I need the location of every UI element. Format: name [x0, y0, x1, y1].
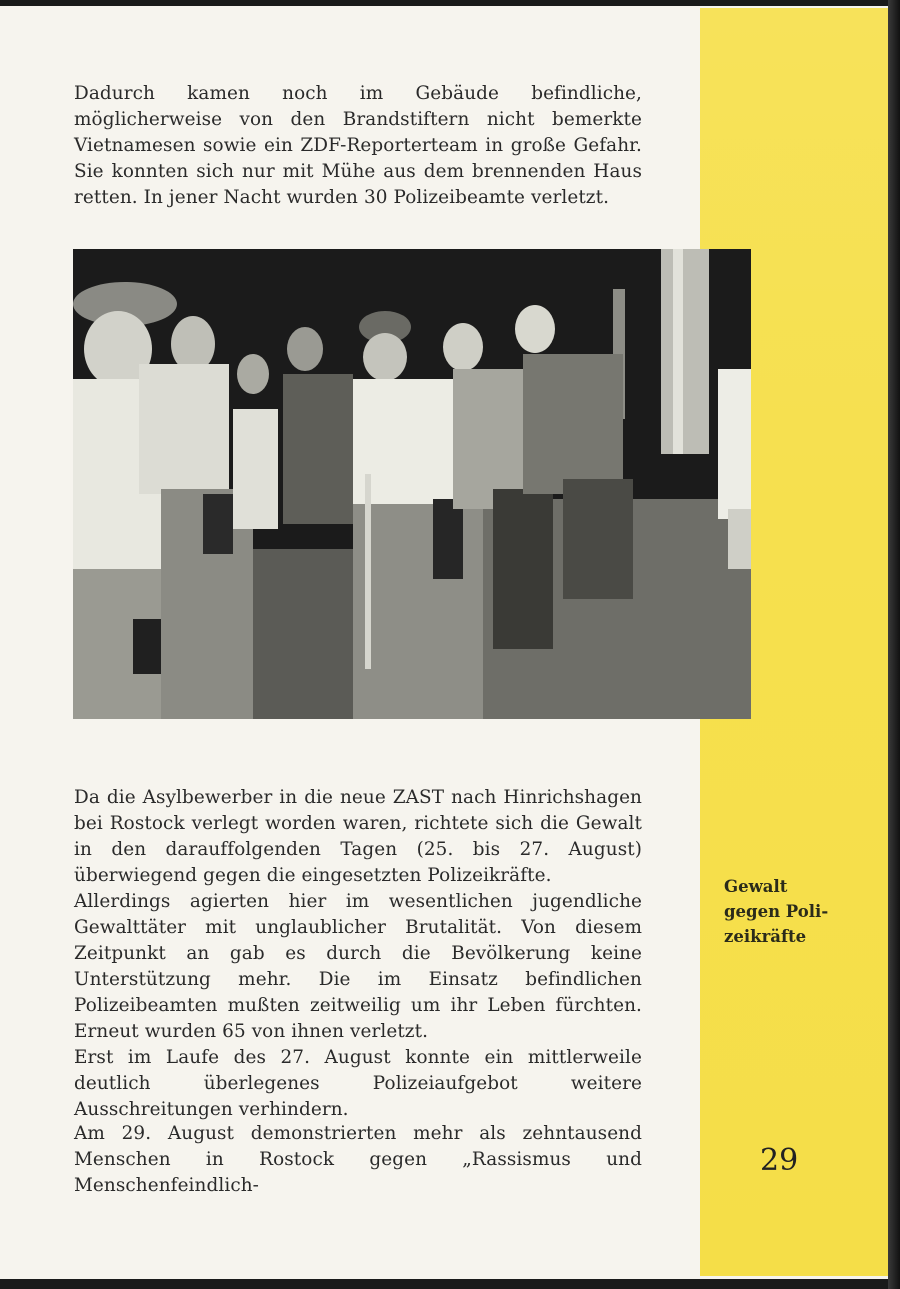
page-edge-shadow: [888, 0, 900, 1289]
margin-heading-line-1: Gewalt: [724, 877, 788, 896]
page-number: 29: [760, 1143, 799, 1178]
paragraph-2a-text: Da die Asylbewerber in die neue ZAST nach Hinrichshagen bei Rostock verlegt worden waren, richtete sich die Gewalt in den darauffolgenden Tagen (25. bis 27. August) überwiegend gegen die eingesetzten Polizeikräfte.: [74, 787, 642, 886]
photo-illustration: [73, 249, 751, 719]
paragraph-1: [74, 81, 642, 211]
paragraph-1-text: Dadurch kamen noch im Gebäude befindliche, möglicherweise von den Brandstiftern nicht bemerkte Vietnamesen sowie ein ZDF-Reporterteam in große Gefahr. Sie konnten sich nur mit Mühe aus dem brennenden Haus retten. In jener Nacht wurden 30 Polizeibeamte verletzt.: [74, 83, 642, 208]
paragraph-3: [74, 1121, 642, 1199]
paragraph-3-text: Am 29. August demonstrierten mehr als zehntausend Menschen in Rostock gegen „Rassismus und Menschenfeindlich-: [74, 1123, 642, 1196]
margin-heading: [724, 874, 864, 949]
paragraph-2b-text: Allerdings agierten hier im wesentlichen jugendliche Gewalttäter mit unglaublicher Brutalität. Von diesem Zeitpunkt an gab es durch die Bevölkerung keine Unterstützung mehr. Die im Einsatz befindlichen Polizeibeamten mußten zeitweilig um ihr Leben fürchten. Erneut wurden 65 von ihnen verletzt.: [74, 891, 642, 1042]
riot-photo: [73, 249, 751, 719]
margin-heading-line-2: gegen Poli-: [724, 902, 829, 921]
paragraph-2: [74, 785, 642, 1123]
paragraph-2c-text: Erst im Laufe des 27. August konnte ein mittlerweile deutlich überlegenes Polizeiaufgebot weitere Ausschreitungen verhindern.: [74, 1047, 642, 1120]
margin-heading-line-3: zeikräfte: [724, 927, 807, 946]
